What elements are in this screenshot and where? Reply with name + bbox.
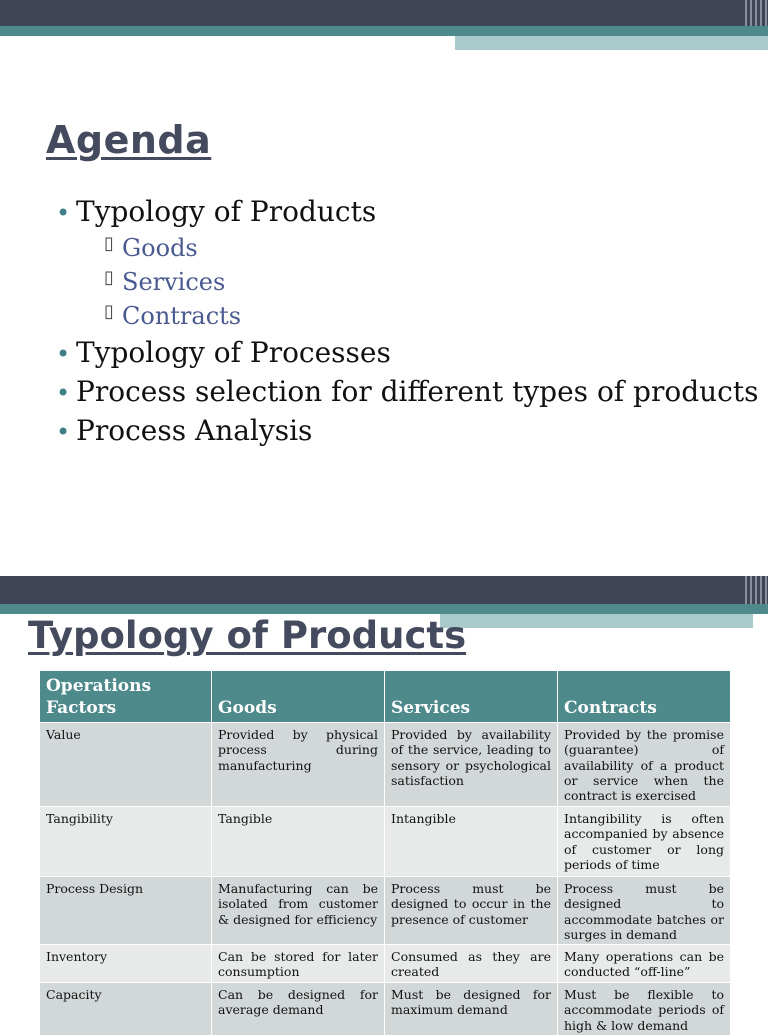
contracts-cell: Intangibility is often accompanied by absence of customer or long periods of time [558, 807, 731, 877]
row-factor: Tangibility [40, 807, 212, 877]
typology-title: Typology of Products [28, 614, 467, 657]
bullet-icon: • [56, 340, 71, 368]
goods-cell: Tangible [212, 807, 385, 877]
typology-table [39, 670, 731, 1036]
sub-bullet-icon: ▯ [104, 301, 114, 322]
goods-cell: Provided by physical process during manufacturing [212, 723, 385, 807]
agenda-item [56, 333, 759, 372]
table-row [40, 877, 731, 945]
contracts-cell: Must be flexible to accommodate periods of high & low demand [558, 983, 731, 1036]
agenda-subitem-label: Services [122, 268, 226, 296]
sub-bullet-icon: ▯ [104, 233, 114, 254]
bullet-icon: • [56, 199, 71, 227]
bullet-icon: • [56, 379, 71, 407]
services-cell: Process must be designed to occur in the presence of customer [385, 877, 558, 945]
header-goods: Goods [212, 671, 385, 723]
agenda-item [56, 372, 759, 411]
agenda-item-label: Process selection for different types of products [76, 375, 759, 408]
contracts-cell: Many operations can be conducted “off-line” [558, 945, 731, 983]
agenda-subitem-label: Contracts [122, 302, 242, 330]
header-dark-bar [0, 0, 768, 26]
header-divider [0, 36, 455, 38]
agenda-subitem [56, 299, 759, 333]
contracts-cell: Process must be designed to accommodate batches or surges in demand [558, 877, 731, 945]
header-dark-bar [0, 576, 768, 604]
header-teal-bar [0, 26, 768, 36]
agenda-item-label: Process Analysis [76, 414, 313, 447]
header-light-bar [455, 36, 768, 50]
goods-cell: Can be stored for later consumption [212, 945, 385, 983]
row-factor: Process Design [40, 877, 212, 945]
services-cell: Must be designed for maximum demand [385, 983, 558, 1036]
table-row [40, 807, 731, 877]
header-stripes [742, 576, 768, 604]
goods-cell: Can be designed for average demand [212, 983, 385, 1036]
agenda-item [56, 411, 759, 450]
agenda-item [56, 192, 759, 231]
goods-cell: Manufacturing can be isolated from customer & designed for efficiency [212, 877, 385, 945]
sub-bullet-icon: ▯ [104, 267, 114, 288]
header-operations-factors: Operations Factors [40, 671, 212, 723]
header-teal-bar [0, 604, 768, 614]
table-row [40, 723, 731, 807]
agenda-item-label: Typology of Processes [76, 336, 391, 369]
table-row [40, 945, 731, 983]
agenda-subitem-label: Goods [122, 234, 198, 262]
agenda-subitem [56, 231, 759, 265]
header-contracts: Contracts [558, 671, 731, 723]
header-stripes [742, 0, 768, 26]
services-cell: Provided by availability of the service, leading to sensory or psychological satisfaction [385, 723, 558, 807]
table-row [40, 983, 731, 1036]
header-services: Services [385, 671, 558, 723]
row-factor: Value [40, 723, 212, 807]
agenda-item-label: Typology of Products [76, 195, 377, 228]
bullet-icon: • [56, 418, 71, 446]
services-cell: Consumed as they are created [385, 945, 558, 983]
table-header-row [40, 671, 731, 723]
typology-slide [0, 576, 768, 1033]
header-light-bar [440, 614, 753, 628]
row-factor: Inventory [40, 945, 212, 983]
contracts-cell: Provided by the promise (guarantee) of availability of a product or service when the contract is exercised [558, 723, 731, 807]
services-cell: Intangible [385, 807, 558, 877]
agenda-subitem [56, 265, 759, 299]
agenda-title: Agenda [46, 118, 212, 162]
row-factor: Capacity [40, 983, 212, 1036]
agenda-list [56, 192, 759, 450]
